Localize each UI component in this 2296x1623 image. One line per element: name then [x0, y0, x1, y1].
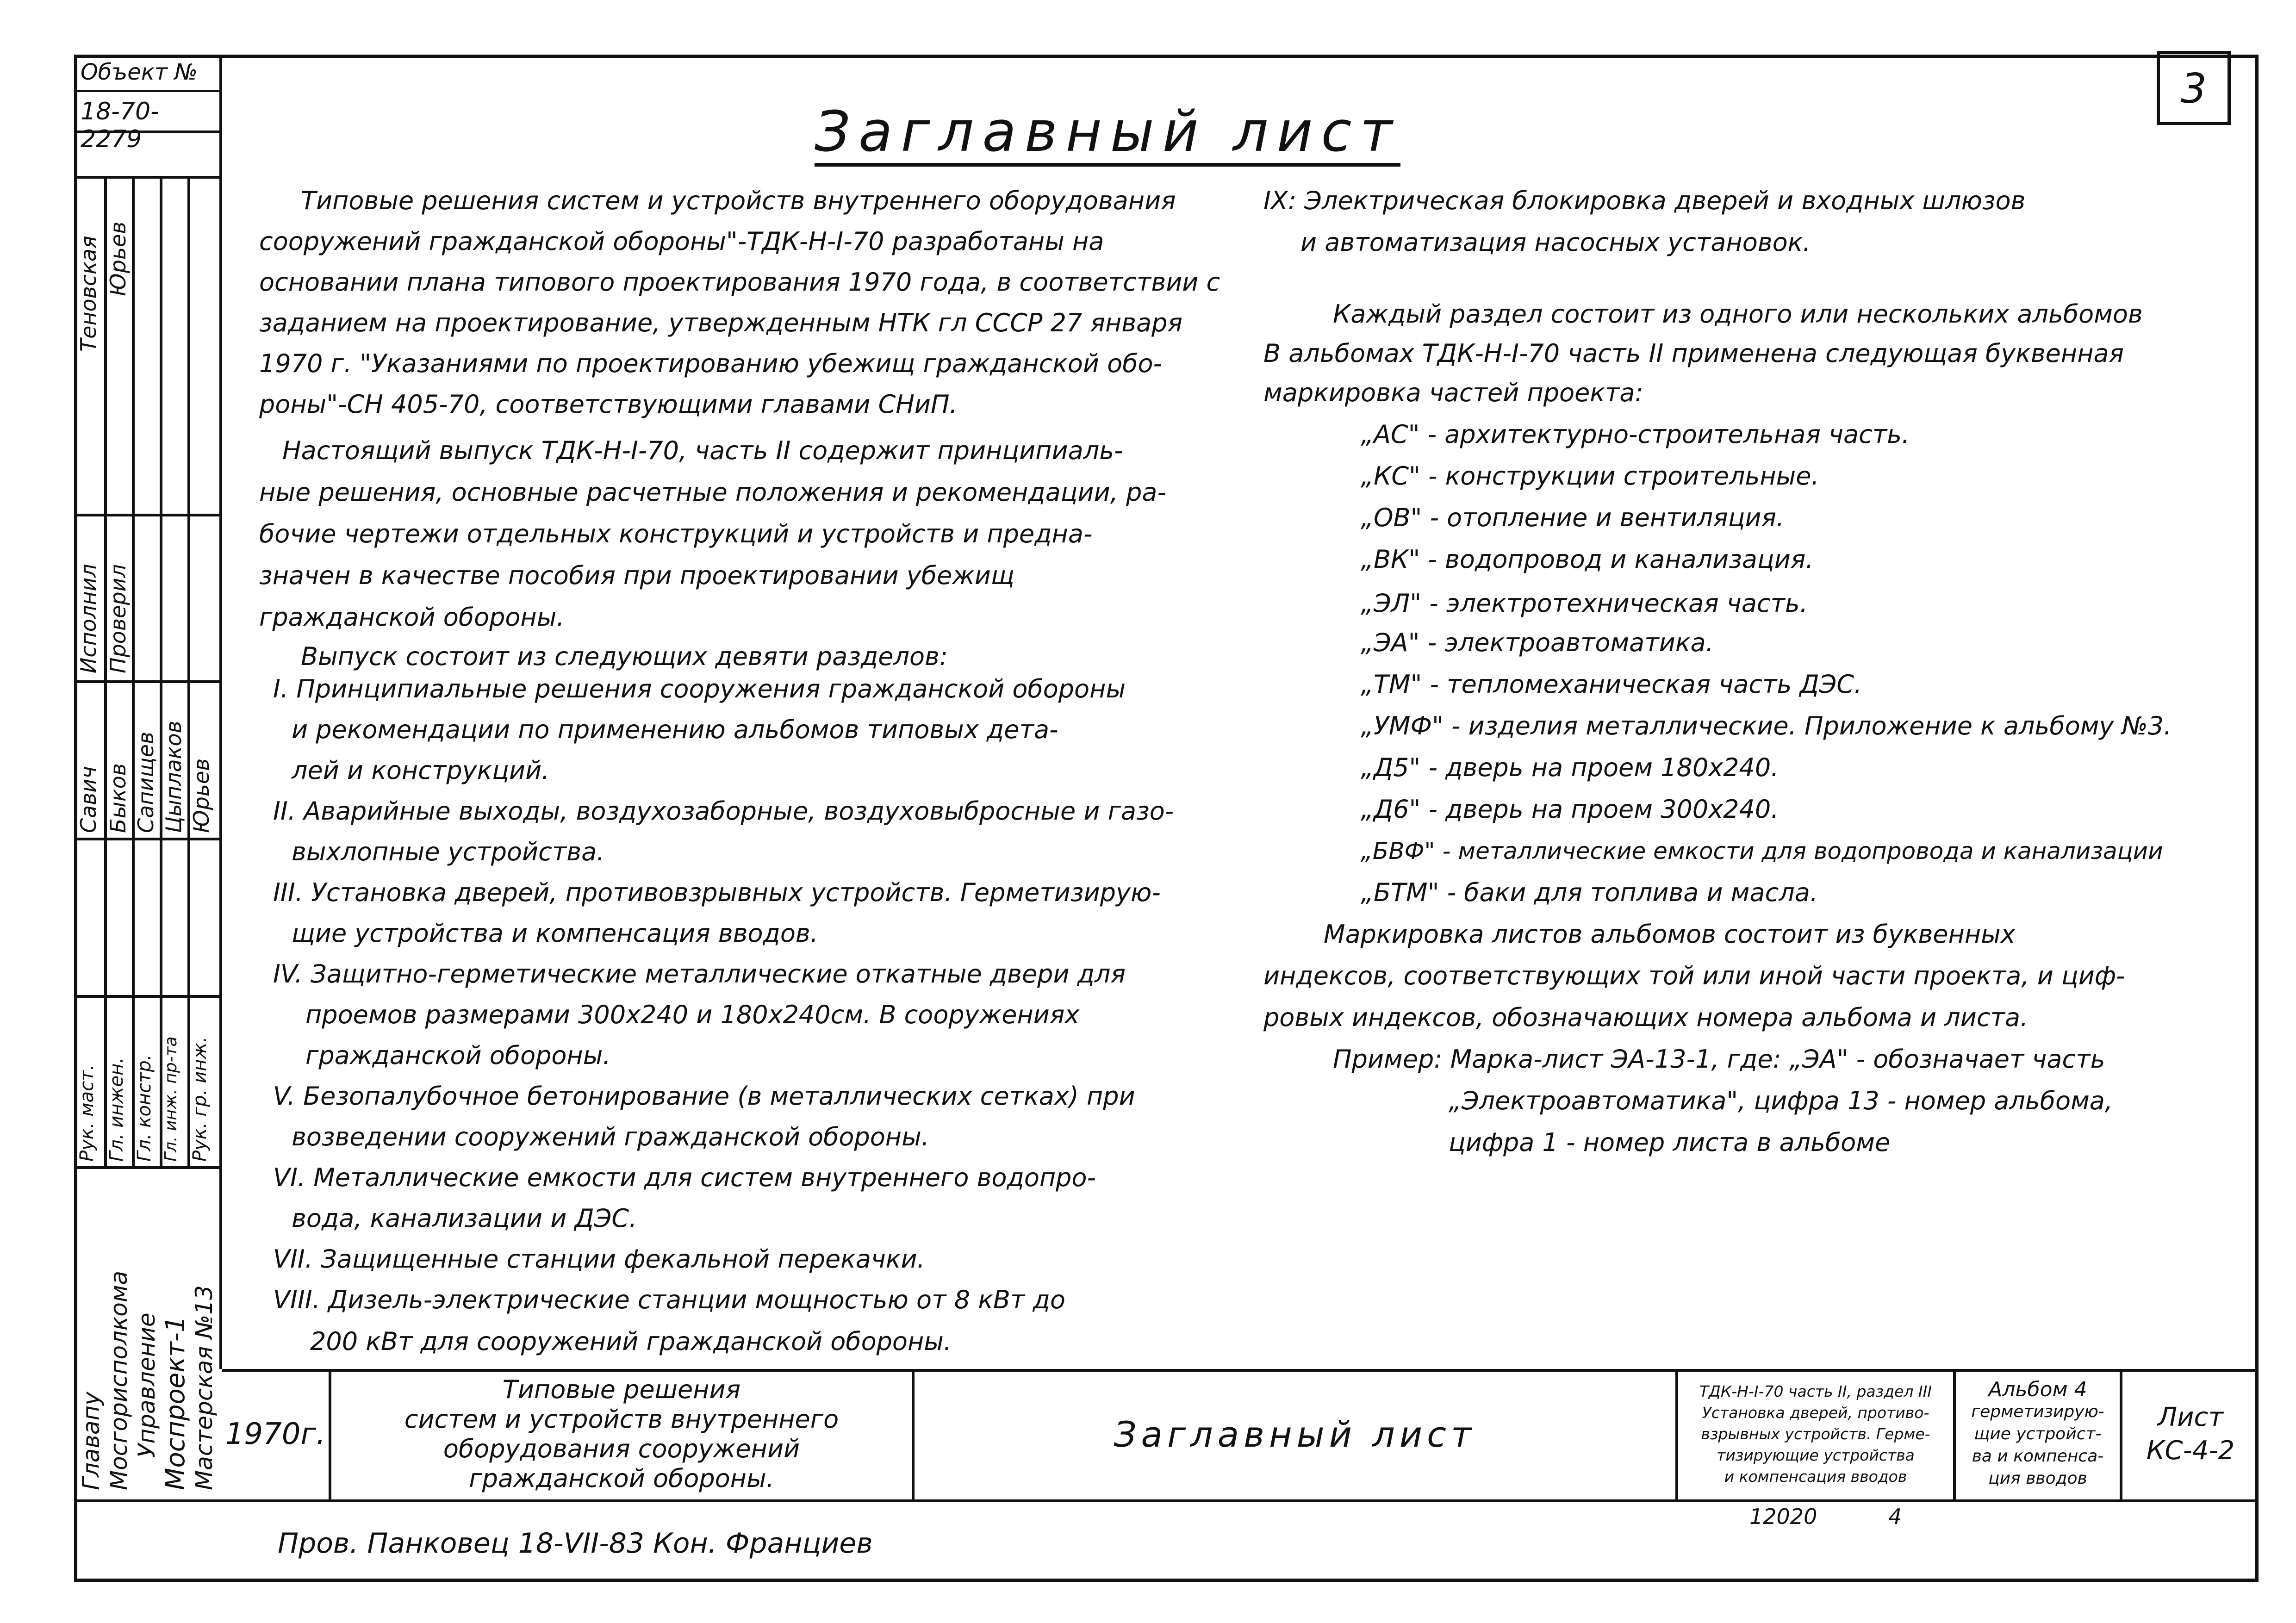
part-info-line: Установка дверей, противо- [1702, 1404, 1929, 1422]
text-line: IX: Электрическая блокировка дверей и входных шлюзов [1263, 186, 2026, 215]
strip-row-0 [74, 176, 222, 179]
text-line: 1970 г. "Указаниями по проектированию убежищ гражданской обо- [259, 349, 1163, 378]
org-line: Мастерская №13 [191, 1285, 218, 1490]
signer-name: Юрьев [189, 758, 214, 833]
text-line: индексов, соответствующих той или иной части проекта, и циф- [1263, 961, 2125, 990]
role-label: Гл. инжен. [106, 1057, 127, 1162]
album-info-line: щие устройст- [1974, 1424, 2102, 1443]
sheet-label: Лист [2158, 1402, 2223, 1432]
sheet-code: КС-4-2 [2146, 1436, 2235, 1466]
page-title: Заглавный лист [815, 102, 1400, 167]
signer-name: Теновская [76, 236, 101, 352]
album-info-line: герметизирую- [1971, 1402, 2104, 1421]
album-info-line: Альбом 4 [1988, 1378, 2087, 1401]
text-line: ные решения, основные расчетные положения и рекомендации, ра- [259, 478, 1166, 507]
album-number: 4 [1888, 1504, 1902, 1529]
section-line: 200 кВт для сооружений гражданской обороны. [310, 1327, 952, 1356]
stamp-project-title [331, 1369, 912, 1499]
text-line: Настоящий выпуск ТДК-Н-I-70, часть II содержит принципиаль- [282, 436, 1123, 465]
section-line: лей и конструкций. [292, 756, 550, 785]
strip-row-1 [74, 514, 222, 516]
signer-name: Савич [76, 766, 101, 833]
role-label: Рук. гр. инж. [189, 1036, 211, 1162]
marking-line: „ВК" - водопровод и канализация. [1361, 545, 1814, 574]
text-line: В альбомах ТДК-Н-I-70 часть II применена следующая буквенная [1263, 339, 2124, 368]
signer-name: Сапищев [133, 731, 158, 833]
marking-line: „УМФ" - изделия металлические. Приложение к альбому №3. [1361, 711, 2172, 740]
footer-note: Пров. Панковец 18-VII-83 Кон. Франциев [278, 1527, 873, 1560]
album-info-line: ция вводов [1988, 1469, 2087, 1488]
marking-line: „АС" - архитектурно-строительная часть. [1361, 420, 1910, 449]
inventory-number: 12020 [1749, 1504, 1817, 1529]
text-line: Типовые решения систем и устройств внутреннего оборудования [301, 186, 1176, 215]
section-line: гражданской обороны. [305, 1041, 611, 1070]
org-line: Моспроект-1 [161, 1316, 191, 1490]
text-line: бочие чертежи отдельных конструкций и устройств и предна- [259, 519, 1093, 548]
text-line: маркировка частей проекта: [1263, 378, 1643, 407]
text-line: Маркировка листов альбомов состоит из буквенных [1324, 920, 2016, 949]
marking-line: „ТМ" - тепломеханическая часть ДЭС. [1361, 670, 1862, 699]
marking-line: „ОВ" - отопление и вентиляция. [1361, 503, 1785, 532]
part-info-line: и компенсация вводов [1724, 1468, 1907, 1486]
section-line: VII. Защищенные станции фекальной перекачки. [273, 1244, 925, 1274]
stamp-part-info [1678, 1369, 1953, 1499]
org-line: Управление [133, 1312, 160, 1458]
section-line: VI. Металлические емкости для систем внутреннего водопро- [273, 1163, 1096, 1192]
text-line: роны"-СН 405-70, соответствующими главами СНиП. [259, 390, 958, 419]
signer-role: Проверил [106, 564, 131, 673]
part-info-line: ТДК-Н-I-70 часть II, раздел III [1699, 1382, 1932, 1400]
text-line: заданием на проектирование, утвержденным НТК гл СССР 27 января [259, 308, 1182, 337]
role-label: Гл. констр. [134, 1054, 155, 1162]
marking-line: „БВФ" - металлические емкости для водопровода и канализации [1361, 838, 2163, 864]
text-line: Каждый раздел состоит из одного или нескольких альбомов [1333, 299, 2143, 329]
section-line: VIII. Дизель-электрические станции мощностью от 8 кВт до [273, 1285, 1065, 1314]
part-info-line: тизирующие устройства [1717, 1446, 1915, 1464]
sheet-number-box: 3 [2157, 51, 2231, 125]
role-label: Гл. инж. пр-та [162, 1036, 180, 1162]
part-info-line: взрывных устройств. Герме- [1701, 1425, 1930, 1443]
project-title-line: Типовые решения [502, 1375, 741, 1404]
project-title-line: систем и устройств внутреннего [404, 1405, 839, 1434]
role-label: Рук. маст. [76, 1064, 98, 1162]
strip-row-2 [74, 680, 222, 683]
marking-line: „БТМ" - баки для топлива и масла. [1361, 878, 1818, 907]
marking-line: „КС" - конструкции строительные. [1361, 461, 1819, 491]
marking-line: „ЭА" - электроавтоматика. [1361, 628, 1714, 657]
section-line: IV. Защитно-герметические металлические откатные двери для [273, 959, 1126, 989]
stamp-year: 1970г. [225, 1417, 326, 1451]
example-line: цифра 1 - номер листа в альбоме [1449, 1128, 1891, 1157]
signer-role: Исполнил [76, 564, 101, 673]
signer-name: Быков [106, 763, 131, 833]
section-line: III. Установка дверей, противовзрывных устройств. Герметизирую- [273, 878, 1161, 907]
strip-col-2 [132, 176, 135, 1166]
section-line: выхлопные устройства. [292, 837, 605, 866]
text-line: ровых индексов, обозначающих номера альбома и листа. [1263, 1003, 2028, 1032]
project-title-line: оборудования сооружений [443, 1434, 800, 1463]
text-line: значен в качестве пособия при проектировании убежищ [259, 561, 1014, 590]
org-line: Мосгорисполкома [106, 1270, 132, 1490]
strip-row-3 [74, 838, 222, 840]
section-line: возведении сооружений гражданской обороны. [292, 1122, 929, 1151]
signer-name: Цыплаков [161, 721, 186, 833]
text-line: основании плана типового проектирования 1970 года, в соответствии с [259, 267, 1220, 297]
object-number: 18-70-2279 [81, 98, 159, 153]
stamp-sheet-title: Заглавный лист [1114, 1413, 1476, 1455]
stamp-album-info [1956, 1369, 2120, 1499]
marking-line: „Д6" - дверь на проем 300х240. [1361, 795, 1779, 824]
object-label: Объект № [74, 55, 219, 92]
section-line: V. Безопалубочное бетонирование (в металлических сетках) при [273, 1082, 1135, 1111]
org-line: Главапу [78, 1392, 105, 1490]
text-line: Выпуск состоит из следующих девяти разделов: [301, 642, 948, 671]
object-block [74, 55, 222, 153]
album-info-line: ва и компенса- [1972, 1447, 2104, 1466]
text-line: гражданской обороны. [259, 603, 565, 632]
section-line: проемов размерами 300х240 и 180х240см. В сооружениях [305, 1000, 1080, 1029]
section-line: и рекомендации по применению альбомов типовых дета- [292, 715, 1058, 744]
signer-name: Юрьев [106, 221, 131, 296]
section-line: вода, канализации и ДЭС. [292, 1204, 637, 1233]
strip-col-4 [187, 176, 190, 1166]
strip-row-5 [74, 1166, 222, 1169]
marking-line: „Д5" - дверь на проем 180х240. [1361, 753, 1779, 782]
marking-line: „ЭЛ" - электротехническая часть. [1361, 589, 1808, 618]
text-line: сооружений гражданской обороны"-ТДК-Н-I-70 разработаны на [259, 227, 1104, 256]
strip-col-3 [160, 176, 162, 1166]
frame-bottom-line [74, 1499, 2259, 1502]
section-line: II. Аварийные выходы, воздухозаборные, воздуховыбросные и газо- [273, 796, 1174, 826]
stamp-sheet-code [2122, 1369, 2259, 1499]
project-title-line: гражданской обороны. [469, 1464, 774, 1493]
section-line: I. Принципиальные решения сооружения гражданской обороны [273, 674, 1126, 703]
text-line: и автоматизация насосных установок. [1300, 228, 1811, 257]
section-line: щие устройства и компенсация вводов. [292, 919, 818, 948]
strip-row-4 [74, 995, 222, 998]
example-line: Пример: Марка-лист ЭА-13-1, где: „ЭА" - обозначает часть [1333, 1045, 2105, 1074]
example-line: „Электроавтоматика", цифра 13 - номер альбома, [1449, 1086, 2113, 1115]
